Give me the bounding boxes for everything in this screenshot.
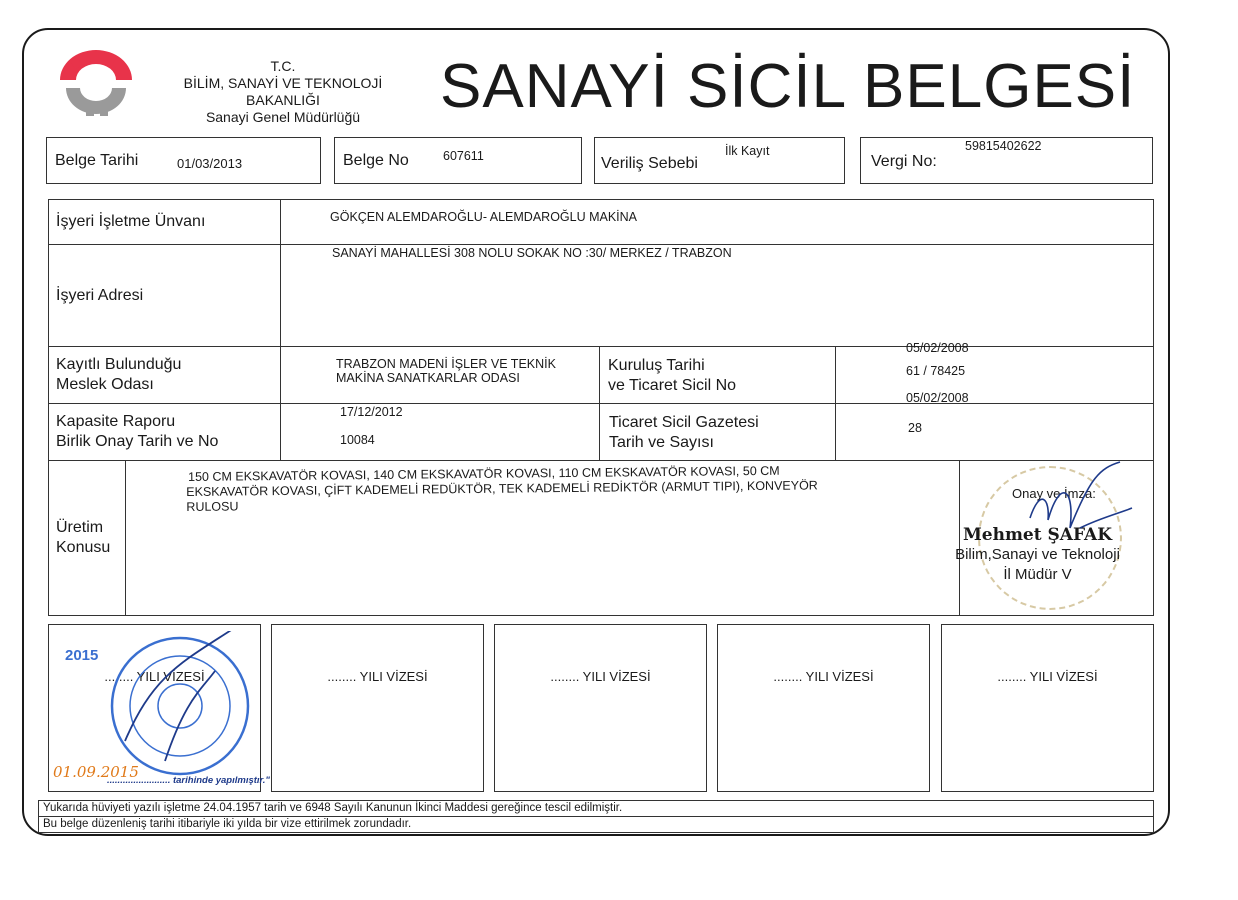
row-divider [48, 460, 1154, 461]
verilis-sebebi-value: İlk Kayıt [725, 144, 770, 158]
visa-stamp-footer: ........................ tarihinde yapılmıştır." [107, 775, 270, 786]
visa-label-2: ........ YILI VİZESİ [327, 669, 428, 684]
kapasite-label-2: Birlik Onay Tarih ve No [56, 433, 219, 450]
kurulus-label-2: ve Ticaret Sicil No [608, 377, 737, 394]
visa-box-1 [48, 624, 270, 792]
vergi-no-box [860, 137, 1153, 184]
col-divider [280, 199, 281, 460]
adres-value: SANAYİ MAHALLESİ 308 NOLU SOKAK NO :30/ MERKEZ / TRABZON [332, 246, 732, 260]
ministry-line-3: Sanayi Genel Müdürlüğü [205, 109, 361, 125]
uretim-line-2: EKSKAVATÖR KOVASI, ÇİFT KADEMELİ REDÜKTÖR, TEK KADEMELİ REDİKTÖR (ARMUT TIPI), KONVEYÖR [186, 478, 818, 499]
visa-box-3 [494, 624, 707, 792]
vergi-no-label: Vergi No: [871, 153, 937, 170]
col-divider [835, 346, 836, 460]
row-divider [48, 403, 1154, 404]
gazete-value-2: 28 [908, 421, 922, 435]
kapasite-label-1: Kapasite Raporu [56, 413, 176, 430]
official-stamp [105, 631, 255, 781]
ministry-line-1: T.C. [270, 58, 296, 74]
row-divider [48, 244, 1154, 245]
uretim-value [186, 462, 946, 515]
verilis-sebebi-box [594, 137, 845, 184]
visa-box-5 [941, 624, 1154, 792]
signatory-title-1: Bilim,Sanayi ve Teknoloji [955, 546, 1120, 563]
onay-label: Onay ve İmza: [1012, 486, 1096, 501]
kapasite-value-2: 10084 [340, 433, 375, 447]
kurulus-value-1: 05/02/2008 [906, 341, 969, 355]
kurulus-value-2: 61 / 78425 [906, 364, 966, 378]
meslek-label-2: Meslek Odası [56, 376, 154, 393]
uretim-line-3: RULOSU [186, 499, 239, 514]
col-divider [599, 346, 600, 460]
visa-label-4: ........ YILI VİZESİ [773, 669, 874, 684]
uretim-label-1: Üretim [56, 519, 104, 536]
belge-tarihi-value: 01/03/2013 [177, 156, 243, 171]
belge-no-value: 607611 [443, 149, 484, 163]
belge-no-box [334, 137, 582, 184]
visa-box-4 [717, 624, 930, 792]
visa-label-3: ........ YILI VİZESİ [550, 669, 651, 684]
signatory-name: Mehmet ŞAFAK [962, 525, 1113, 545]
gazete-value-1: 05/02/2008 [906, 391, 969, 405]
belge-no-label: Belge No [343, 152, 409, 169]
footer-line-1: Yukarıda hüviyeti yazılı işletme 24.04.1957 tarih ve 6948 Sayılı Kanunun İkinci Maddesi gereğince tescil edilmiştir. [38, 800, 1154, 817]
visa-label-5: ........ YILI VİZESİ [997, 669, 1098, 684]
gazete-label-1: Ticaret Sicil Gazetesi [609, 414, 759, 431]
uretim-label-2: Konusu [56, 539, 111, 556]
unvan-value: GÖKÇEN ALEMDAROĞLU- ALEMDAROĞLU MAKİNA [330, 210, 638, 224]
ministry-logo [52, 50, 140, 118]
signature-scribble [1020, 458, 1140, 548]
visa-handwritten-date: 01.09.2015 [53, 763, 139, 781]
row-divider [48, 346, 1154, 347]
gazete-label-2: Tarih ve Sayısı [609, 434, 714, 451]
meslek-value-2: MAKİNA SANATKARLAR ODASI [336, 371, 520, 385]
belge-tarihi-label: Belge Tarihi [55, 152, 139, 169]
verilis-sebebi-label: Veriliş Sebebi [601, 155, 698, 172]
kurulus-label-1: Kuruluş Tarihi [608, 357, 705, 374]
ministry-line-2: BİLİM, SANAYİ VE TEKNOLOJİ BAKANLIĞI [183, 75, 383, 108]
document-title: SANAYİ SİCİL BELGESİ [440, 52, 1136, 121]
kapasite-value-1: 17/12/2012 [340, 405, 403, 419]
uretim-line-1: 150 CM EKSKAVATÖR KOVASI, 140 CM EKSKAVATÖR KOVASI, 110 CM EKSKAVATÖR KOVASI, 50 CM [187, 463, 780, 484]
ministry-name [148, 58, 418, 126]
visa-label-1: ........ YILI VİZESİ [104, 669, 205, 684]
adres-label: İşyeri Adresi [56, 287, 144, 304]
belge-tarihi-box [46, 137, 321, 184]
visa-stamp-year: 2015 [65, 647, 99, 664]
unvan-label: İşyeri İşletme Ünvanı [56, 213, 206, 230]
visa-box-2 [271, 624, 484, 792]
footer-line-2: Bu belge düzenleniş tarihi itibariyle iki yılda bir vize ettirilmek zorundadır. [38, 816, 1154, 833]
vergi-no-value: 59815402622 [965, 139, 1042, 153]
signatory-title-2: İl Müdür V [1003, 566, 1072, 583]
col-divider [125, 460, 126, 616]
meslek-label-1: Kayıtlı Bulunduğu [56, 356, 182, 373]
meslek-value-1: TRABZON MADENİ İŞLER VE TEKNİK [336, 357, 556, 371]
